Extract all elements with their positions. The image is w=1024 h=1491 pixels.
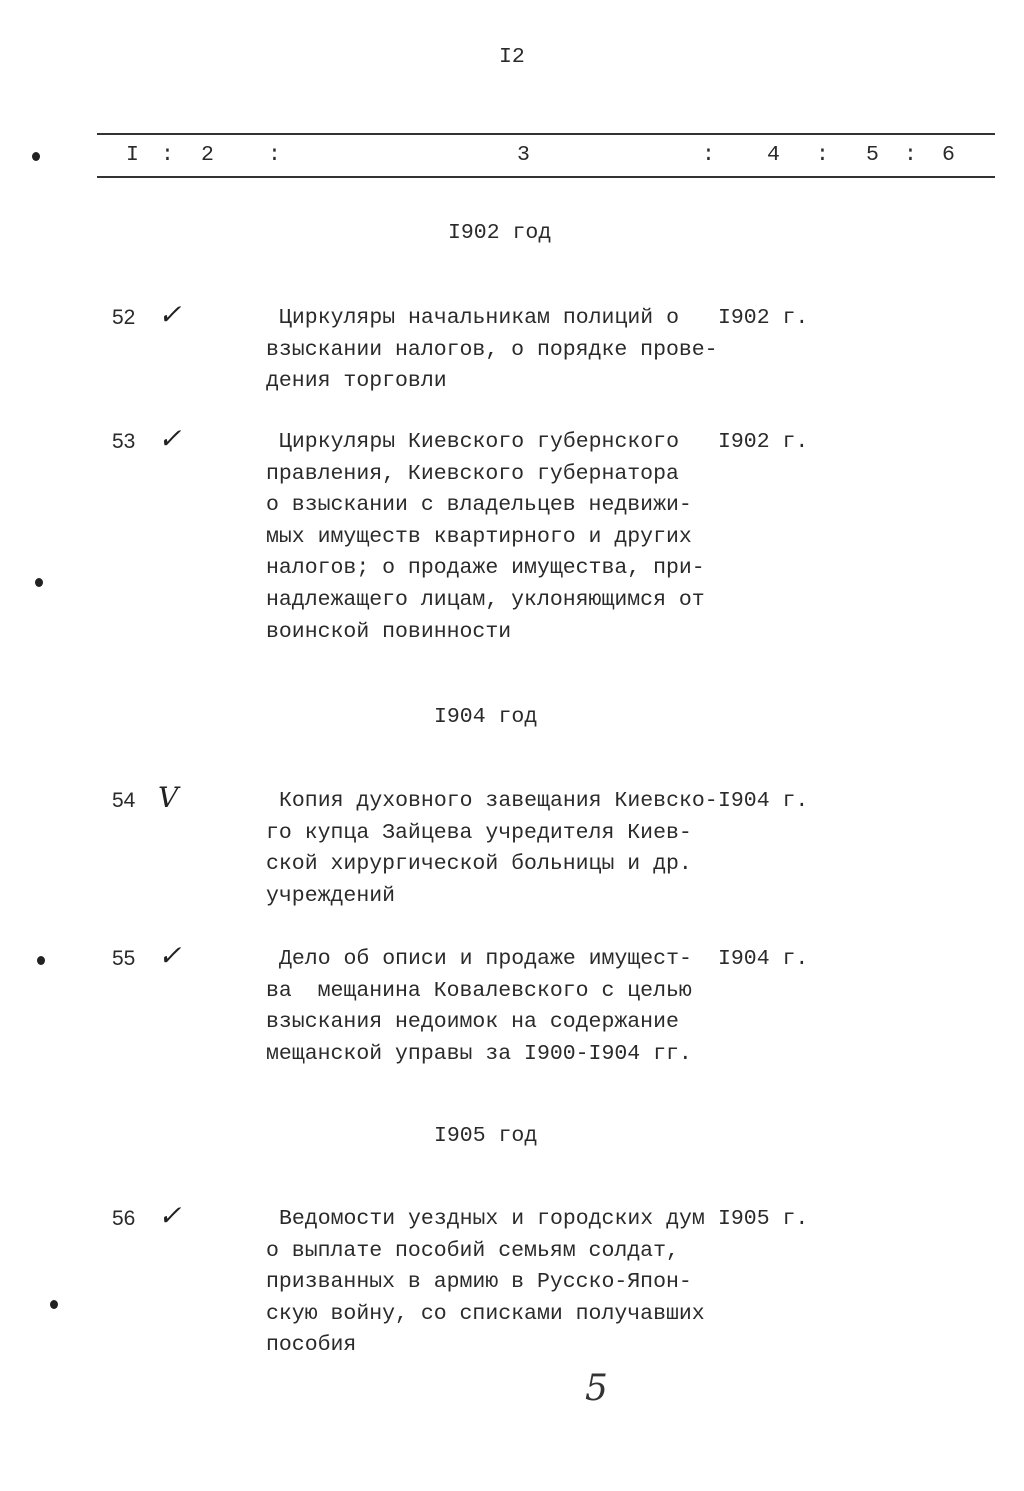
item-description-line: учреждений xyxy=(266,883,396,908)
column-separator: : xyxy=(702,143,715,167)
item-date: I902 г. xyxy=(718,306,809,330)
binding-hole-mark xyxy=(50,1300,58,1309)
item-description-line: о взыскании с владельцев недвижи- xyxy=(266,493,692,518)
check-mark: ✓ xyxy=(158,422,182,455)
item-description-line: о выплате пособий семьям солдат, xyxy=(266,1238,679,1263)
column-header-5: 5 xyxy=(866,143,879,167)
check-mark: ✓ xyxy=(158,939,182,972)
item-number: 56 xyxy=(112,1207,136,1230)
column-header-2: 2 xyxy=(201,143,214,167)
item-date: I905 г. xyxy=(718,1207,809,1231)
item-description-line: налогов; о продаже имущества, при- xyxy=(266,556,705,581)
section-heading: I904 год xyxy=(434,705,538,729)
column-separator: : xyxy=(904,143,917,167)
section-heading: I905 год xyxy=(434,1124,538,1148)
binding-hole-mark xyxy=(35,578,43,587)
binding-hole-mark xyxy=(37,956,45,965)
item-description-line: взыскании налогов, о порядке прове- xyxy=(266,337,718,362)
page-number: I2 xyxy=(499,45,525,69)
handwritten-sheet-mark: 5 xyxy=(585,1368,608,1409)
header-bottom-rule xyxy=(97,176,995,178)
column-separator: : xyxy=(816,143,829,167)
section-heading: I902 год xyxy=(448,221,552,245)
item-date: I904 г. xyxy=(718,789,809,813)
check-mark: V xyxy=(158,781,179,814)
column-header-4: 4 xyxy=(767,143,780,167)
item-date: I902 г. xyxy=(718,430,809,454)
column-header-3: 3 xyxy=(517,143,530,167)
item-description-line: надлежащего лицам, уклоняющимся от xyxy=(266,588,705,612)
item-description-line: ской хирургической больницы и др. xyxy=(266,852,692,877)
item-description-line: го купца Зайцева учредителя Киев- xyxy=(266,820,692,845)
item-number: 52 xyxy=(112,306,136,329)
item-number: 53 xyxy=(112,430,136,453)
item-description-line: мых имуществ квартирного и других xyxy=(266,524,692,549)
item-number: 54 xyxy=(112,789,136,812)
item-description-line: призванных в армию в Русско-Япон- xyxy=(266,1270,692,1295)
header-top-rule xyxy=(97,133,995,135)
item-description-line: дения торговли xyxy=(266,369,447,394)
check-mark: ✓ xyxy=(158,298,182,331)
item-description-line: пособия xyxy=(266,1333,357,1358)
item-description-line: Циркуляры Киевского губернского xyxy=(279,430,679,454)
item-description-line: ва мещанина Ковалевского с целью xyxy=(266,978,692,1003)
item-description-line: Ведомости уездных и городских дум xyxy=(279,1207,705,1231)
binding-hole-mark xyxy=(32,152,40,161)
item-description-line: мещанской управы за I900-I904 гг. xyxy=(266,1041,692,1066)
item-description-line: взыскания недоимок на содержание xyxy=(266,1010,679,1035)
item-description-line: Дело об описи и продаже имущест- xyxy=(279,947,692,971)
check-mark: ✓ xyxy=(158,1199,182,1232)
item-description-line: Копия духовного завещания Киевско- xyxy=(279,789,718,813)
item-description-line: воинской повинности xyxy=(266,619,512,644)
column-header-6: 6 xyxy=(942,143,955,167)
item-date: I904 г. xyxy=(718,947,809,971)
item-description-line: правления, Киевского губернатора xyxy=(266,461,679,486)
item-description-line: скую войну, со списками получавших xyxy=(266,1301,705,1326)
item-number: 55 xyxy=(112,947,136,970)
item-description-line: Циркуляры начальникам полиций о xyxy=(279,306,679,330)
column-separator: : xyxy=(268,143,281,167)
column-separator: : xyxy=(161,143,174,167)
column-header-I: I xyxy=(126,143,139,167)
